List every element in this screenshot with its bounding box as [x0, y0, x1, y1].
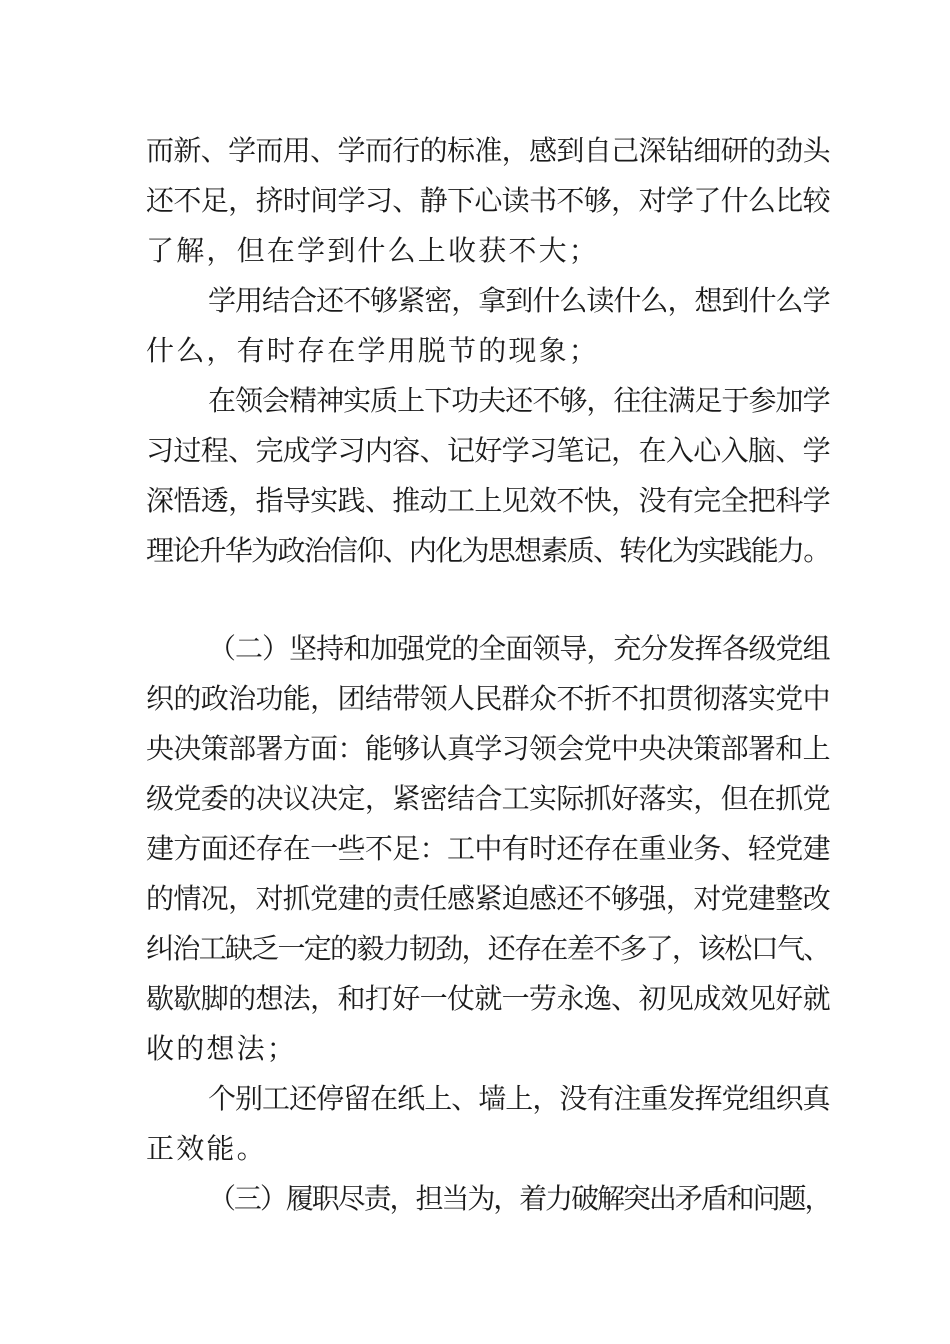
paragraph-first-line: 学用结合还不够紧密，拿到什么读什么，想到什么学: [208, 284, 830, 317]
text-line: 歇歇脚的想法，和打好一仗就一劳永逸、初见成效见好就: [146, 982, 831, 1015]
section-heading-line: （三）履职尽责，担当为，着力破解突出矛盾和问题，: [208, 1182, 831, 1215]
text-line: 央决策部署方面：能够认真学习领会党中央决策部署和上: [146, 732, 831, 765]
text-line: 而新、学而用、学而行的标准，感到自己深钻细研的劲头: [146, 134, 831, 167]
text-line: 正效能。: [146, 1132, 267, 1165]
text-line: 还不足，挤时间学习、静下心读书不够，对学了什么比较: [146, 184, 831, 217]
text-line: 理论升华为政治信仰、内化为思想素质、转化为实践能力。: [146, 534, 830, 567]
text-line: 织的政治功能，团结带领人民群众不折不扣贯彻落实党中: [146, 682, 831, 715]
text-line: 习过程、完成学习内容、记好学习笔记，在入心入脑、学: [146, 434, 831, 467]
paragraph-first-line: 个别工还停留在纸上、墙上，没有注重发挥党组织真: [208, 1082, 830, 1115]
text-line: 纠治工缺乏一定的毅力韧劲，还存在差不多了，该松口气、: [146, 932, 830, 965]
text-line: 深悟透，指导实践、推动工上见效不快，没有完全把科学: [146, 484, 831, 517]
text-line: 建方面还存在一些不足：工中有时还存在重业务、轻党建: [146, 832, 831, 865]
paragraph-first-line: 在领会精神实质上下功夫还不够，往往满足于参加学: [208, 384, 830, 417]
text-line: 级党委的决议决定，紧密结合工实际抓好落实，但在抓党: [146, 782, 831, 815]
section-heading-line: （二）坚持和加强党的全面领导，充分发挥各级党组: [208, 632, 830, 665]
text-line: 的情况，对抓党建的责任感紧迫感还不够强，对党建整改: [146, 882, 831, 915]
text-line: 什么，有时存在学用脱节的现象；: [146, 334, 600, 367]
text-line: 了解，但在学到什么上收获不大；: [146, 234, 600, 267]
text-line: 收的想法；: [146, 1032, 298, 1065]
